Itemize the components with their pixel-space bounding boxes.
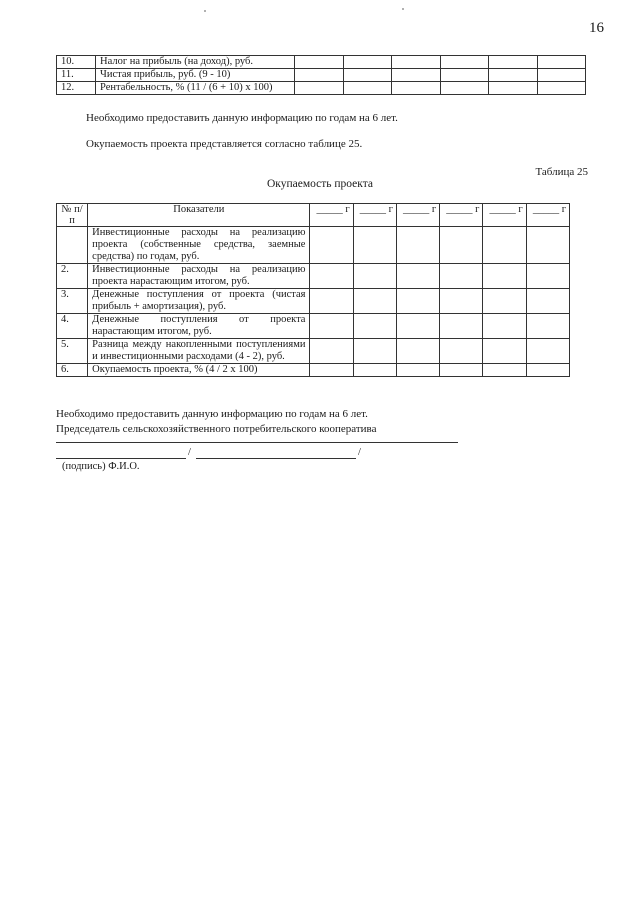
- table-row: [57, 289, 570, 314]
- value-cell: [526, 339, 569, 364]
- row-label: Чистая прибыль, руб. (9 - 10): [96, 69, 295, 82]
- value-cell: [310, 227, 353, 264]
- value-cell: [353, 289, 396, 314]
- table-row: [57, 227, 570, 264]
- value-cell: [396, 227, 439, 264]
- value-cell: [440, 264, 483, 289]
- value-cell: [537, 69, 586, 82]
- table-row: [57, 314, 570, 339]
- table-row: [57, 339, 570, 364]
- value-cell: [483, 227, 526, 264]
- table-row: [57, 69, 586, 82]
- column-header-year: _____ г: [526, 204, 569, 227]
- row-number: 10.: [57, 56, 96, 69]
- value-cell: [343, 82, 392, 95]
- value-cell: [295, 69, 344, 82]
- value-cell: [483, 289, 526, 314]
- value-cell: [396, 264, 439, 289]
- payback-intro-paragraph: Окупаемость проекта представляется согласно таблице 25.: [86, 138, 363, 150]
- signature-blank: [56, 458, 186, 459]
- value-cell: [396, 339, 439, 364]
- row-number: 6.: [57, 364, 88, 377]
- row-label: Окупаемость проекта, % (4 / 2 x 100): [88, 364, 310, 377]
- value-cell: [526, 314, 569, 339]
- row-number: 3.: [57, 289, 88, 314]
- column-header-number: № п/п: [57, 204, 88, 227]
- value-cell: [483, 339, 526, 364]
- chairman-label: Председатель сельскохозяйственного потребительского кооператива: [56, 423, 377, 435]
- value-cell: [526, 264, 569, 289]
- signature-separator: /: [358, 447, 361, 458]
- table-row: [57, 364, 570, 377]
- value-cell: [440, 314, 483, 339]
- row-label: Разница между накопленными поступлениями и инвестиционными расходами (4 - 2), руб.: [88, 339, 310, 364]
- value-cell: [489, 56, 538, 69]
- row-number: 12.: [57, 82, 96, 95]
- value-cell: [343, 56, 392, 69]
- scan-speck: [402, 8, 404, 10]
- value-cell: [440, 339, 483, 364]
- value-cell: [295, 82, 344, 95]
- value-cell: [526, 289, 569, 314]
- value-cell: [489, 69, 538, 82]
- table-row: [57, 82, 586, 95]
- value-cell: [483, 314, 526, 339]
- row-number: [57, 227, 88, 264]
- value-cell: [392, 56, 441, 69]
- signature-underline: [56, 442, 458, 443]
- value-cell: [310, 289, 353, 314]
- value-cell: [392, 69, 441, 82]
- value-cell: [396, 364, 439, 377]
- table-row: [57, 56, 586, 69]
- value-cell: [353, 264, 396, 289]
- value-cell: [489, 82, 538, 95]
- value-cell: [392, 82, 441, 95]
- value-cell: [537, 82, 586, 95]
- value-cell: [537, 56, 586, 69]
- value-cell: [343, 69, 392, 82]
- value-cell: [440, 364, 483, 377]
- table-row: [57, 264, 570, 289]
- row-label: Инвестиционные расходы на реализацию проекта (собственные средства, заемные средства) по годам, руб.: [88, 227, 310, 264]
- value-cell: [440, 69, 489, 82]
- column-header-year: _____ г: [353, 204, 396, 227]
- value-cell: [483, 264, 526, 289]
- signature-fields: [56, 447, 366, 459]
- name-blank: [196, 458, 356, 459]
- page-number: 16: [589, 20, 604, 36]
- row-label: Инвестиционные расходы на реализацию проекта нарастающим итогом, руб.: [88, 264, 310, 289]
- row-number: 4.: [57, 314, 88, 339]
- column-header-year: _____ г: [396, 204, 439, 227]
- row-label: Денежные поступления от проекта нарастающим итогом, руб.: [88, 314, 310, 339]
- value-cell: [396, 314, 439, 339]
- value-cell: [310, 314, 353, 339]
- signature-caption: (подпись) Ф.И.О.: [62, 461, 140, 472]
- value-cell: [310, 364, 353, 377]
- value-cell: [353, 227, 396, 264]
- column-header-indicators: Показатели: [88, 204, 310, 227]
- value-cell: [353, 314, 396, 339]
- value-cell: [483, 364, 526, 377]
- value-cell: [295, 56, 344, 69]
- signature-separator: /: [188, 447, 191, 458]
- value-cell: [526, 364, 569, 377]
- row-label: Денежные поступления от проекта (чистая прибыль + амортизация), руб.: [88, 289, 310, 314]
- value-cell: [310, 264, 353, 289]
- payback-table: [56, 203, 570, 377]
- value-cell: [440, 56, 489, 69]
- row-number: 11.: [57, 69, 96, 82]
- value-cell: [396, 289, 439, 314]
- row-label: Налог на прибыль (на доход), руб.: [96, 56, 295, 69]
- column-header-year: _____ г: [440, 204, 483, 227]
- instruction-paragraph: Необходимо предоставить данную информацию по годам на 6 лет.: [86, 112, 398, 124]
- value-cell: [353, 364, 396, 377]
- payback-table-header: [57, 204, 570, 227]
- profit-table: [56, 55, 586, 95]
- table-number-label: Таблица 25: [535, 166, 588, 178]
- footer-instruction: Необходимо предоставить данную информацию по годам на 6 лет.: [56, 408, 368, 420]
- scan-speck: [204, 10, 206, 12]
- row-number: 2.: [57, 264, 88, 289]
- table-title: Окупаемость проекта: [266, 178, 373, 190]
- column-header-year: _____ г: [483, 204, 526, 227]
- value-cell: [353, 339, 396, 364]
- value-cell: [440, 227, 483, 264]
- row-label: Рентабельность, % (11 / (6 + 10) x 100): [96, 82, 295, 95]
- value-cell: [440, 289, 483, 314]
- row-number: 5.: [57, 339, 88, 364]
- value-cell: [310, 339, 353, 364]
- value-cell: [526, 227, 569, 264]
- column-header-year: _____ г: [310, 204, 353, 227]
- value-cell: [440, 82, 489, 95]
